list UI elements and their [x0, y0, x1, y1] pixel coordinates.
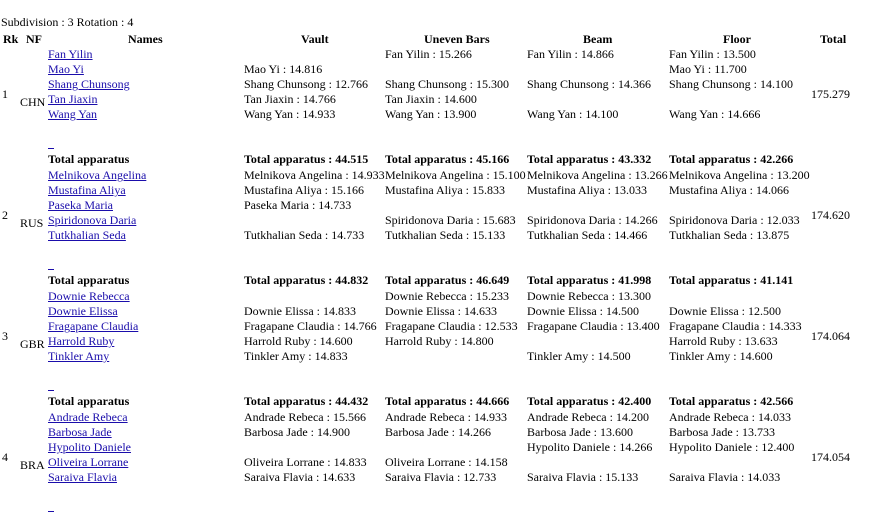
team-rank: 3 — [2, 329, 8, 343]
vault-score: Andrade Rebeca : 15.566 — [244, 410, 366, 424]
uneven-bars-score: Fan Yilin : 15.266 — [385, 47, 472, 61]
vault-score: Mao Yi : 14.816 — [244, 62, 323, 76]
beam-score: Shang Chunsong : 14.366 — [527, 77, 652, 91]
vault-score: Oliveira Lorrane : 14.833 — [244, 455, 367, 469]
floor-score: Tinkler Amy : 14.600 — [669, 349, 773, 363]
beam-score: Hypolito Daniele : 14.266 — [527, 440, 653, 454]
floor-score: Spiridonova Daria : 12.033 — [669, 213, 800, 227]
team-nf: GBR — [20, 337, 45, 351]
total-apparatus-beam: Total apparatus : 41.998 — [527, 273, 652, 287]
total-apparatus-floor: Total apparatus : 42.266 — [669, 152, 794, 166]
team-total: 174.064 — [811, 329, 850, 343]
floor-score: Melnikova Angelina : 13.200 — [669, 168, 810, 182]
total-apparatus-vault: Total apparatus : 44.515 — [244, 152, 369, 166]
uneven-bars-score: Oliveira Lorrane : 14.158 — [385, 455, 508, 469]
team-nf: CHN — [20, 95, 46, 109]
team-total: 174.054 — [811, 450, 850, 464]
floor-score: Mao Yi : 11.700 — [669, 62, 747, 76]
total-apparatus-label: Total apparatus — [48, 273, 130, 287]
athlete-name-link[interactable]: Tutkhalian Seda — [48, 228, 126, 242]
team-rank: 2 — [2, 208, 8, 222]
team-total: 175.279 — [811, 87, 850, 101]
vault-score: Tutkhalian Seda : 14.733 — [244, 228, 365, 242]
uneven-bars-score: Mustafina Aliya : 15.833 — [385, 183, 505, 197]
beam-score: Barbosa Jade : 13.600 — [527, 425, 633, 439]
uneven-bars-score: Melnikova Angelina : 15.100 — [385, 168, 526, 182]
athlete-name-link[interactable]: Mustafina Aliya — [48, 183, 126, 197]
header-floor: Floor — [723, 32, 751, 46]
total-apparatus-uneven-bars: Total apparatus : 44.666 — [385, 394, 510, 408]
header-names: Names — [128, 32, 163, 46]
uneven-bars-score: Andrade Rebeca : 14.933 — [385, 410, 507, 424]
floor-score: Barbosa Jade : 13.733 — [669, 425, 775, 439]
total-apparatus-floor: Total apparatus : 42.566 — [669, 394, 794, 408]
uneven-bars-score: Shang Chunsong : 15.300 — [385, 77, 510, 91]
floor-score: Fragapane Claudia : 14.333 — [669, 319, 802, 333]
vault-score: Downie Elissa : 14.833 — [244, 304, 356, 318]
floor-score: Hypolito Daniele : 12.400 — [669, 440, 795, 454]
beam-score: Downie Elissa : 14.500 — [527, 304, 639, 318]
athlete-name-link[interactable]: Downie Rebecca — [48, 289, 130, 303]
athlete-placeholder-link[interactable] — [48, 378, 54, 392]
team-rank: 4 — [2, 450, 8, 464]
athlete-name-link[interactable]: Melnikova Angelina — [48, 168, 147, 182]
athlete-name-link[interactable]: Tinkler Amy — [48, 349, 110, 363]
vault-score: Fragapane Claudia : 14.766 — [244, 319, 377, 333]
athlete-name-link[interactable]: Harrold Ruby — [48, 334, 115, 348]
floor-score: Shang Chunsong : 14.100 — [669, 77, 794, 91]
uneven-bars-score: Downie Rebecca : 15.233 — [385, 289, 509, 303]
vault-score: Wang Yan : 14.933 — [244, 107, 336, 121]
athlete-placeholder-link[interactable] — [48, 499, 54, 513]
beam-score: Mustafina Aliya : 13.033 — [527, 183, 647, 197]
athlete-name-link[interactable]: Saraiva Flavia — [48, 470, 117, 484]
athlete-name-link[interactable]: Paseka Maria — [48, 198, 113, 212]
uneven-bars-score: Tutkhalian Seda : 15.133 — [385, 228, 506, 242]
total-apparatus-uneven-bars: Total apparatus : 45.166 — [385, 152, 510, 166]
total-apparatus-vault: Total apparatus : 44.832 — [244, 273, 369, 287]
athlete-name-link[interactable]: Hypolito Daniele — [48, 440, 131, 454]
vault-score: Mustafina Aliya : 15.166 — [244, 183, 364, 197]
floor-score: Tutkhalian Seda : 13.875 — [669, 228, 790, 242]
team-nf: BRA — [20, 458, 45, 472]
beam-score: Saraiva Flavia : 15.133 — [527, 470, 639, 484]
floor-score: Wang Yan : 14.666 — [669, 107, 761, 121]
athlete-placeholder-link[interactable] — [48, 257, 54, 271]
vault-score: Shang Chunsong : 12.766 — [244, 77, 369, 91]
total-apparatus-label: Total apparatus — [48, 152, 130, 166]
vault-score: Saraiva Flavia : 14.633 — [244, 470, 356, 484]
floor-score: Harrold Ruby : 13.633 — [669, 334, 778, 348]
uneven-bars-score: Wang Yan : 13.900 — [385, 107, 477, 121]
uneven-bars-score: Fragapane Claudia : 12.533 — [385, 319, 518, 333]
athlete-name-link[interactable]: Barbosa Jade — [48, 425, 112, 439]
header-vault: Vault — [301, 32, 329, 46]
uneven-bars-score: Barbosa Jade : 14.266 — [385, 425, 491, 439]
subdivision-rotation-label: Subdivision : 3 Rotation : 4 — [1, 15, 134, 29]
beam-score: Fragapane Claudia : 13.400 — [527, 319, 660, 333]
vault-score: Paseka Maria : 14.733 — [244, 198, 352, 212]
uneven-bars-score: Saraiva Flavia : 12.733 — [385, 470, 497, 484]
header-beam: Beam — [583, 32, 613, 46]
total-apparatus-beam: Total apparatus : 42.400 — [527, 394, 652, 408]
athlete-name-link[interactable]: Downie Elissa — [48, 304, 118, 318]
athlete-name-link[interactable]: Shang Chunsong — [48, 77, 130, 91]
header-uneven-bars: Uneven Bars — [424, 32, 490, 46]
header-rank: Rk — [3, 32, 19, 46]
athlete-name-link[interactable]: Fan Yilin — [48, 47, 93, 61]
beam-score: Fan Yilin : 14.866 — [527, 47, 614, 61]
total-apparatus-vault: Total apparatus : 44.432 — [244, 394, 369, 408]
athlete-name-link[interactable]: Spiridonova Daria — [48, 213, 137, 227]
team-nf: RUS — [20, 216, 44, 230]
floor-score: Fan Yilin : 13.500 — [669, 47, 756, 61]
floor-score: Saraiva Flavia : 14.033 — [669, 470, 781, 484]
vault-score: Harrold Ruby : 14.600 — [244, 334, 353, 348]
beam-score: Melnikova Angelina : 13.266 — [527, 168, 668, 182]
total-apparatus-floor: Total apparatus : 41.141 — [669, 273, 794, 287]
beam-score: Spiridonova Daria : 14.266 — [527, 213, 658, 227]
athlete-name-link[interactable]: Andrade Rebeca — [48, 410, 128, 424]
vault-score: Tan Jiaxin : 14.766 — [244, 92, 336, 106]
uneven-bars-score: Spiridonova Daria : 15.683 — [385, 213, 516, 227]
athlete-name-link[interactable]: Fragapane Claudia — [48, 319, 139, 333]
vault-score: Barbosa Jade : 14.900 — [244, 425, 350, 439]
uneven-bars-score: Downie Elissa : 14.633 — [385, 304, 497, 318]
beam-score: Andrade Rebeca : 14.200 — [527, 410, 649, 424]
floor-score: Andrade Rebeca : 14.033 — [669, 410, 791, 424]
beam-score: Downie Rebecca : 13.300 — [527, 289, 651, 303]
floor-score: Mustafina Aliya : 14.066 — [669, 183, 789, 197]
athlete-name-link[interactable]: Wang Yan — [48, 107, 98, 121]
beam-score: Wang Yan : 14.100 — [527, 107, 619, 121]
total-apparatus-label: Total apparatus — [48, 394, 130, 408]
athlete-name-link[interactable]: Oliveira Lorrane — [48, 455, 129, 469]
header-nf: NF — [26, 32, 42, 46]
beam-score: Tutkhalian Seda : 14.466 — [527, 228, 648, 242]
uneven-bars-score: Harrold Ruby : 14.800 — [385, 334, 494, 348]
vault-score: Melnikova Angelina : 14.933 — [244, 168, 385, 182]
vault-score: Tinkler Amy : 14.833 — [244, 349, 348, 363]
team-total: 174.620 — [811, 208, 850, 222]
athlete-placeholder-link[interactable] — [48, 136, 54, 150]
uneven-bars-score: Tan Jiaxin : 14.600 — [385, 92, 477, 106]
header-total: Total — [820, 32, 847, 46]
athlete-name-link[interactable]: Mao Yi — [48, 62, 84, 76]
total-apparatus-beam: Total apparatus : 43.332 — [527, 152, 652, 166]
beam-score: Tinkler Amy : 14.500 — [527, 349, 631, 363]
floor-score: Downie Elissa : 12.500 — [669, 304, 781, 318]
total-apparatus-uneven-bars: Total apparatus : 46.649 — [385, 273, 510, 287]
athlete-name-link[interactable]: Tan Jiaxin — [48, 92, 98, 106]
team-rank: 1 — [2, 87, 8, 101]
